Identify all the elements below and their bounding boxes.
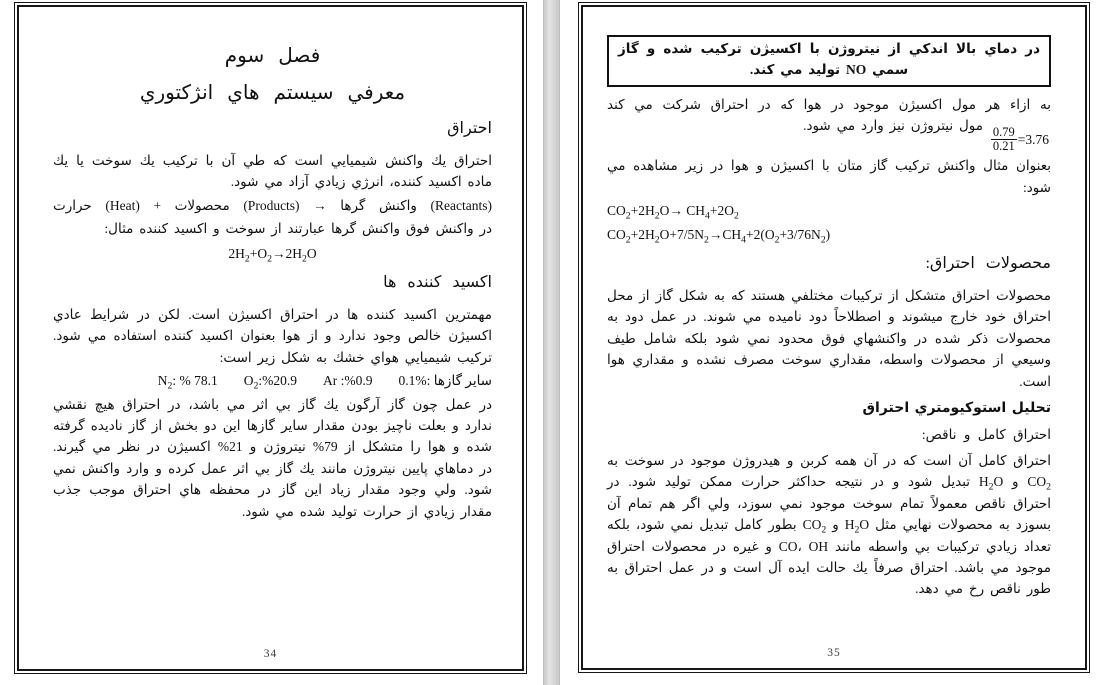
formula-methane-oxygen: $CO_2+2H_2O\to CH_4+2O_2$ [607,203,739,222]
page-right [578,2,1090,673]
fraction-expression: $\frac{0.79}{0.21}$ =3.76 [992,125,1049,154]
formula-hydrogen-oxygen: $2H_2+O_2\to 2H_2O$ [228,245,317,265]
page-right-border [581,5,1087,670]
formula-methane-air: $CO_2+2H_2O+7/5N_2\to CH_4+2(O_2+3/76N_2)$ [607,226,831,246]
heading-stoichiometric-analysis: تحليل استوكيومتري احتراق [862,401,1051,417]
reaction-word-equation: حرارت (Heat) + محصولات (Products) → واكنش گرها (Reactants) [53,197,493,213]
section-title: معرفي سيستم هاي انژكتوري [139,82,406,104]
paragraph-oxidizers: مهمترين اكسيد كننده ها در احتراق اكسيژن است. لكن در شرايط عادي اكسيژن خالص وجود ندارد و از هوا بعنوان اكسيد كننده استفاده مي شود. تركيب شيميايي هواي خشك به شكل زير است: [53,307,492,365]
subheading-complete-incomplete: احتراق كامل و ناقص: [921,427,1051,443]
paragraph-mole-ratio: به ازاء هر مول اكسيژن موجود در هوا كه در احتراق شركت مي كند $\frac{0.79}{0.21}$ =3.76 مول نيتروژن نيز وارد مي شود. [607,97,1051,154]
paragraph-methane-example: بعنوان مثال واكنش تركيب گاز متان با اكسيژن و هوا در زير مشاهده مي شود: [607,158,1051,195]
heading-oxidizers: اكسيد كننده ها [383,274,492,292]
heading-combustion-products: محصولات احتراق: [925,255,1051,273]
page-left-border [17,5,524,671]
page-number: 35 [827,647,841,659]
page-left-content [19,7,522,669]
page-number: 34 [263,648,278,660]
page-left [14,2,527,674]
paragraph-combustion-products: محصولات احتراق متشكل از تركيبات مختلفي هستند كه به شكل گاز از محل احتراق خود خارج ميشوند و اصطلاحاً دود ناميده مي شوند. در عمل دود به محصولات ذكر شده در واكنشهاي فوق محدود نمي شود بلكه شامل طيف وسيعي از محصولات واسطه، مقداري سوخت مصرف نشده و مقداري هوا است. [607,288,1051,389]
paragraph-argon-nitrogen: در عمل چون گاز آرگون يك گاز بي اثر مي باشد، در احتراق هيچ نقشي ندارد و بعلت ناچيز بودن مقدار ساير گازها اين دو بخش از گاز ناديده گرفته شده و هوا را متشكل از 79% نيتروژن و 21% اكسيژن در نظر مي گيرند. در دماهاي پايين نيتروژن مانند يك گاز بي اثر عمل كرده و وارد واكنش نمي شود. ولي وجود مقدار زياد اين گاز در محفظه هاي احتراق موجب جذب مقدار زيادي از حرارت توليد شده مي شود. [53,396,492,519]
page-gutter-divider [543,0,560,685]
chapter-title: فصل سوم [224,45,321,67]
paragraph-reactants: در واكنش فوق واكنش گرها عبارتند از سوخت و اكسيد كننده مثال: [104,221,492,237]
page-right-content [583,7,1085,668]
paragraph-combustion-def: احتراق يك واكنش شيميايي است كه طي آن با تركيب يك سوخت يا يك ماده اكسيد كننده، انرژي زيادي آزاد مي شود. [53,153,492,190]
heading-combustion: احتراق [447,120,492,137]
note-box-no-gas: در دماي بالا اندكي از نيتروژن با اكسيژن تركيب شده و گاز سمي NO توليد مي كند. [607,35,1051,87]
air-composition-line: $N_2$: % 78.1 $O_2:\%20.9$ Ar :%0.9 ساير گازها :%0.1 [157,373,492,392]
paragraph-complete-incomplete: احتراق كامل آن است كه در آن همه كربن و هيدروژن موجود در سوخت به $CO_2$ و $H_2O$ تبديل شود و در نتيجه حداكثر حرارت ممكن توليد شود. در احتراق ناقص معمولاً تمام سوخت موجود نمي سوزد، ولي اگر هم تمام آن بسوزد به محصولات نهايي مثل $H_2O$ و $CO_2$ بطور كامل تبديل نمي شود، بلكه تعداد زيادي تركيبات بي واسطه مانند CO، OH و غيره در محصولات احتراق موجود مي باشد. احتراق صرفاً يك حالت ايده آل است و در عمل احتراق به طور ناقص رخ مي دهد. [607,452,1052,597]
